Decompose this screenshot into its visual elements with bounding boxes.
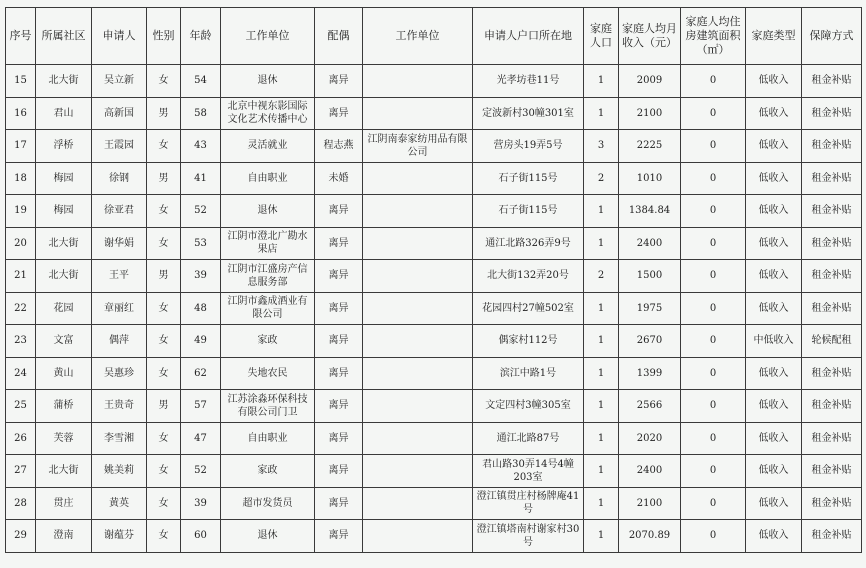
cell-family-size: 1: [584, 422, 619, 455]
table-row: [6, 390, 862, 423]
cell-income: 2225: [619, 130, 681, 163]
cell-family-size: 1: [584, 195, 619, 228]
header-gender: 性别: [147, 8, 181, 65]
cell-gender: 男: [147, 97, 181, 130]
cell-age: 57: [181, 390, 221, 423]
cell-employer: 北京中视东影国际文化艺术传播中心: [221, 97, 315, 130]
cell-gender: 男: [147, 390, 181, 423]
cell-family-size: 1: [584, 455, 619, 488]
cell-index: 23: [6, 325, 36, 358]
cell-index: 28: [6, 487, 36, 520]
cell-employer: 江阴市澄北广勘水果店: [221, 227, 315, 260]
cell-family-type: 中低收入: [746, 325, 802, 358]
header-support-type: 保障方式: [802, 8, 862, 65]
cell-spouse-employer: [363, 97, 473, 130]
cell-family-size: 3: [584, 130, 619, 163]
cell-spouse-employer: [363, 455, 473, 488]
cell-address: 营房头19弄5号: [473, 130, 584, 163]
cell-employer: 失地农民: [221, 357, 315, 390]
cell-index: 24: [6, 357, 36, 390]
cell-housing-area: 0: [681, 487, 746, 520]
cell-support-type: 租金补贴: [802, 162, 862, 195]
cell-address: 澄江镇塔南村谢家村30号: [473, 520, 584, 553]
cell-support-type: 租金补贴: [802, 520, 862, 553]
header-spouse: 配偶: [315, 8, 363, 65]
cell-family-type: 低收入: [746, 65, 802, 98]
cell-employer: 江阴市鑫成酒业有限公司: [221, 292, 315, 325]
cell-age: 53: [181, 227, 221, 260]
cell-spouse-employer: [363, 325, 473, 358]
table-row: [6, 130, 862, 163]
header-income: 家庭人均月收入（元）: [619, 8, 681, 65]
header-age: 年龄: [181, 8, 221, 65]
cell-support-type: 租金补贴: [802, 260, 862, 293]
cell-family-size: 2: [584, 260, 619, 293]
cell-address: 偶家村112号: [473, 325, 584, 358]
cell-applicant: 吴立新: [92, 65, 147, 98]
cell-address: 文定四村3幢305室: [473, 390, 584, 423]
cell-spouse: 离异: [315, 260, 363, 293]
cell-address: 北大街132弄20号: [473, 260, 584, 293]
cell-spouse: 离异: [315, 455, 363, 488]
cell-family-type: 低收入: [746, 292, 802, 325]
cell-family-size: 1: [584, 520, 619, 553]
cell-family-size: 1: [584, 357, 619, 390]
cell-housing-area: 0: [681, 390, 746, 423]
cell-employer: 超市发货员: [221, 487, 315, 520]
cell-housing-area: 0: [681, 227, 746, 260]
table-row: [6, 357, 862, 390]
header-index: 序号: [6, 8, 36, 65]
cell-housing-area: 0: [681, 357, 746, 390]
cell-housing-area: 0: [681, 422, 746, 455]
cell-community: 北大街: [36, 65, 92, 98]
cell-spouse: 离异: [315, 227, 363, 260]
cell-age: 48: [181, 292, 221, 325]
cell-family-type: 低收入: [746, 390, 802, 423]
cell-community: 北大街: [36, 227, 92, 260]
cell-index: 19: [6, 195, 36, 228]
cell-income: 2070.89: [619, 520, 681, 553]
cell-spouse-employer: [363, 65, 473, 98]
table-row: [6, 520, 862, 553]
cell-family-type: 低收入: [746, 227, 802, 260]
cell-community: 蒲桥: [36, 390, 92, 423]
cell-housing-area: 0: [681, 65, 746, 98]
header-family-size: 家庭人口: [584, 8, 619, 65]
cell-community: 澄南: [36, 520, 92, 553]
cell-age: 58: [181, 97, 221, 130]
cell-family-type: 低收入: [746, 130, 802, 163]
cell-income: 2100: [619, 97, 681, 130]
cell-address: 君山路30弄14号4幢203室: [473, 455, 584, 488]
cell-spouse: 离异: [315, 325, 363, 358]
table-row: [6, 292, 862, 325]
cell-spouse: 离异: [315, 422, 363, 455]
cell-family-size: 1: [584, 97, 619, 130]
cell-housing-area: 0: [681, 162, 746, 195]
cell-family-size: 2: [584, 162, 619, 195]
cell-employer: 退休: [221, 65, 315, 98]
cell-support-type: 租金补贴: [802, 487, 862, 520]
cell-family-type: 低收入: [746, 520, 802, 553]
cell-support-type: 租金补贴: [802, 455, 862, 488]
table-row: [6, 227, 862, 260]
cell-spouse: 离异: [315, 97, 363, 130]
cell-gender: 女: [147, 487, 181, 520]
cell-spouse-employer: [363, 520, 473, 553]
cell-spouse-employer: 江阴南泰家纺用品有限公司: [363, 130, 473, 163]
cell-income: 2566: [619, 390, 681, 423]
table-row: [6, 487, 862, 520]
cell-age: 62: [181, 357, 221, 390]
table-body: [6, 65, 862, 553]
cell-spouse-employer: [363, 227, 473, 260]
cell-support-type: 租金补贴: [802, 292, 862, 325]
cell-income: 2400: [619, 227, 681, 260]
cell-family-type: 低收入: [746, 487, 802, 520]
cell-index: 26: [6, 422, 36, 455]
cell-age: 39: [181, 487, 221, 520]
cell-applicant: 吴惠珍: [92, 357, 147, 390]
table-row: [6, 422, 862, 455]
cell-applicant: 谢华娟: [92, 227, 147, 260]
cell-family-size: 1: [584, 292, 619, 325]
cell-applicant: 黄英: [92, 487, 147, 520]
header-applicant: 申请人: [92, 8, 147, 65]
cell-income: 1384.84: [619, 195, 681, 228]
cell-income: 1010: [619, 162, 681, 195]
cell-address: 澄江镇贯庄村杨牌庵41号: [473, 487, 584, 520]
cell-housing-area: 0: [681, 195, 746, 228]
cell-gender: 女: [147, 65, 181, 98]
cell-age: 60: [181, 520, 221, 553]
cell-support-type: 租金补贴: [802, 65, 862, 98]
cell-housing-area: 0: [681, 260, 746, 293]
cell-address: 花园四村27幢502室: [473, 292, 584, 325]
table-row: [6, 97, 862, 130]
cell-applicant: 王平: [92, 260, 147, 293]
cell-address: 滨江中路1号: [473, 357, 584, 390]
cell-community: 文富: [36, 325, 92, 358]
cell-family-size: 1: [584, 65, 619, 98]
cell-employer: 灵活就业: [221, 130, 315, 163]
table-row: [6, 325, 862, 358]
cell-applicant: 徐亚君: [92, 195, 147, 228]
cell-employer: 家政: [221, 325, 315, 358]
cell-address: 石子街115号: [473, 195, 584, 228]
cell-housing-area: 0: [681, 455, 746, 488]
cell-spouse: 程志燕: [315, 130, 363, 163]
cell-spouse: 离异: [315, 520, 363, 553]
cell-gender: 女: [147, 325, 181, 358]
cell-address: 通江北路326弄9号: [473, 227, 584, 260]
header-spouse-employer: 工作单位: [363, 8, 473, 65]
cell-applicant: 姚美莉: [92, 455, 147, 488]
cell-spouse: 离异: [315, 357, 363, 390]
cell-family-size: 1: [584, 325, 619, 358]
cell-index: 25: [6, 390, 36, 423]
header-employer: 工作单位: [221, 8, 315, 65]
cell-index: 18: [6, 162, 36, 195]
cell-applicant: 王霞园: [92, 130, 147, 163]
cell-income: 2020: [619, 422, 681, 455]
cell-spouse-employer: [363, 292, 473, 325]
cell-family-size: 1: [584, 487, 619, 520]
cell-support-type: 租金补贴: [802, 422, 862, 455]
cell-community: 芙蓉: [36, 422, 92, 455]
cell-spouse-employer: [363, 390, 473, 423]
cell-spouse-employer: [363, 162, 473, 195]
cell-gender: 女: [147, 357, 181, 390]
table-row: [6, 65, 862, 98]
cell-age: 52: [181, 195, 221, 228]
cell-community: 花园: [36, 292, 92, 325]
cell-support-type: 租金补贴: [802, 97, 862, 130]
cell-gender: 女: [147, 195, 181, 228]
cell-community: 君山: [36, 97, 92, 130]
cell-community: 梅园: [36, 195, 92, 228]
cell-gender: 女: [147, 130, 181, 163]
cell-address: 石子街115号: [473, 162, 584, 195]
cell-family-type: 低收入: [746, 97, 802, 130]
cell-employer: 江阴市江盛房产信息服务部: [221, 260, 315, 293]
cell-employer: 自由职业: [221, 422, 315, 455]
cell-gender: 男: [147, 260, 181, 293]
cell-family-type: 低收入: [746, 195, 802, 228]
cell-index: 20: [6, 227, 36, 260]
cell-applicant: 徐钢: [92, 162, 147, 195]
cell-spouse: 离异: [315, 390, 363, 423]
cell-applicant: 谢蕴芬: [92, 520, 147, 553]
cell-employer: 家政: [221, 455, 315, 488]
cell-index: 16: [6, 97, 36, 130]
cell-employer: 江苏涂淼环保科技有限公司门卫: [221, 390, 315, 423]
cell-spouse-employer: [363, 260, 473, 293]
cell-housing-area: 0: [681, 97, 746, 130]
cell-spouse: 离异: [315, 65, 363, 98]
cell-gender: 女: [147, 227, 181, 260]
cell-community: 黄山: [36, 357, 92, 390]
cell-support-type: 租金补贴: [802, 390, 862, 423]
cell-housing-area: 0: [681, 325, 746, 358]
cell-applicant: 李雪湘: [92, 422, 147, 455]
cell-support-type: 租金补贴: [802, 227, 862, 260]
applicant-table: [5, 7, 862, 553]
cell-income: 2670: [619, 325, 681, 358]
cell-gender: 男: [147, 162, 181, 195]
cell-family-size: 1: [584, 227, 619, 260]
cell-index: 15: [6, 65, 36, 98]
cell-age: 41: [181, 162, 221, 195]
cell-community: 浮桥: [36, 130, 92, 163]
cell-applicant: 王贵奇: [92, 390, 147, 423]
cell-age: 43: [181, 130, 221, 163]
cell-spouse-employer: [363, 195, 473, 228]
cell-family-type: 低收入: [746, 260, 802, 293]
cell-applicant: 高新国: [92, 97, 147, 130]
cell-index: 29: [6, 520, 36, 553]
cell-housing-area: 0: [681, 520, 746, 553]
cell-age: 39: [181, 260, 221, 293]
cell-community: 梅园: [36, 162, 92, 195]
cell-housing-area: 0: [681, 292, 746, 325]
cell-age: 49: [181, 325, 221, 358]
cell-address: 通江北路87号: [473, 422, 584, 455]
cell-gender: 女: [147, 422, 181, 455]
cell-family-type: 低收入: [746, 162, 802, 195]
cell-spouse-employer: [363, 422, 473, 455]
cell-income: 1975: [619, 292, 681, 325]
table-row: [6, 455, 862, 488]
cell-family-type: 低收入: [746, 357, 802, 390]
header-family-type: 家庭类型: [746, 8, 802, 65]
cell-spouse-employer: [363, 487, 473, 520]
cell-income: 2400: [619, 455, 681, 488]
cell-income: 1399: [619, 357, 681, 390]
cell-family-type: 低收入: [746, 455, 802, 488]
cell-spouse: 离异: [315, 292, 363, 325]
cell-gender: 女: [147, 520, 181, 553]
header-housing-area: 家庭人均住房建筑面积（㎡）: [681, 8, 746, 65]
cell-support-type: 轮候配租: [802, 325, 862, 358]
cell-housing-area: 0: [681, 130, 746, 163]
table-row: [6, 195, 862, 228]
cell-index: 22: [6, 292, 36, 325]
header-community: 所属社区: [36, 8, 92, 65]
cell-age: 52: [181, 455, 221, 488]
cell-age: 54: [181, 65, 221, 98]
cell-support-type: 租金补贴: [802, 195, 862, 228]
cell-spouse: 未婚: [315, 162, 363, 195]
header-row: [6, 8, 862, 65]
header-household-address: 申请人户口所在地: [473, 8, 584, 65]
cell-community: 北大街: [36, 455, 92, 488]
cell-community: 贯庄: [36, 487, 92, 520]
cell-spouse: 离异: [315, 487, 363, 520]
cell-age: 47: [181, 422, 221, 455]
cell-address: 定波新村30幢301室: [473, 97, 584, 130]
cell-index: 27: [6, 455, 36, 488]
cell-applicant: 章丽红: [92, 292, 147, 325]
cell-applicant: 偶萍: [92, 325, 147, 358]
cell-family-type: 低收入: [746, 422, 802, 455]
cell-income: 2100: [619, 487, 681, 520]
cell-spouse-employer: [363, 357, 473, 390]
table-row: [6, 162, 862, 195]
cell-income: 2009: [619, 65, 681, 98]
cell-support-type: 租金补贴: [802, 130, 862, 163]
cell-employer: 退休: [221, 195, 315, 228]
cell-index: 21: [6, 260, 36, 293]
cell-family-size: 1: [584, 390, 619, 423]
cell-community: 北大街: [36, 260, 92, 293]
cell-employer: 自由职业: [221, 162, 315, 195]
cell-support-type: 租金补贴: [802, 357, 862, 390]
cell-employer: 退休: [221, 520, 315, 553]
cell-spouse: 离异: [315, 195, 363, 228]
cell-income: 1500: [619, 260, 681, 293]
cell-address: 光孝坊巷11号: [473, 65, 584, 98]
cell-index: 17: [6, 130, 36, 163]
cell-gender: 女: [147, 292, 181, 325]
cell-gender: 女: [147, 455, 181, 488]
table-row: [6, 260, 862, 293]
